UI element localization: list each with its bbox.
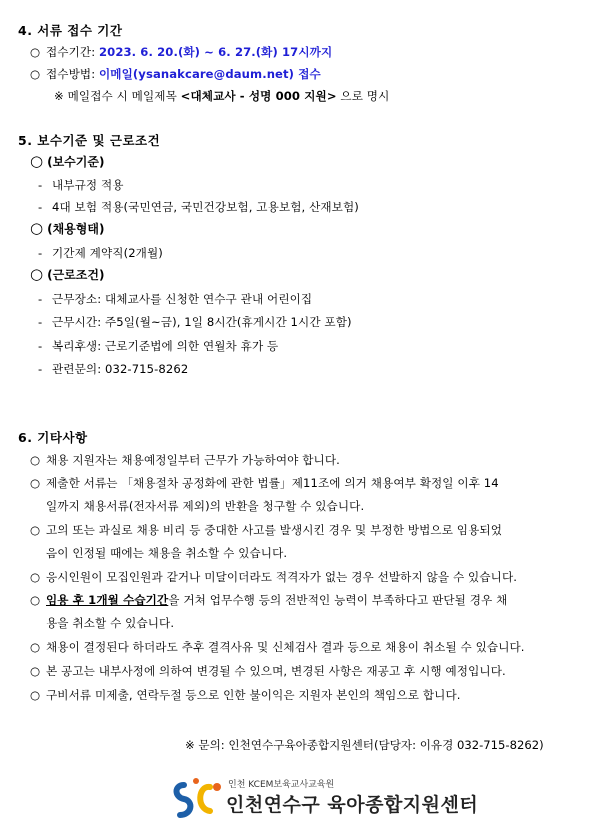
section-4-period: ○ 접수기간: 2023. 6. 20.(화) ~ 6. 27.(화) 17시까지 xyxy=(30,45,333,59)
pay-item: - 4대 보험 적용(국민연금, 국민건강보험, 고용보험, 산재보험) xyxy=(38,200,359,214)
work-item: - 근무시간: 주5일(월~금), 1일 8시간(휴게시간 1시간 포함) xyxy=(38,315,352,329)
section-5-title: 5. 보수기준 및 근로조건 xyxy=(18,133,161,148)
notice-item-cont: 일까지 채용서류(전자서류 제외)의 반환을 청구할 수 있습니다. xyxy=(46,499,365,513)
work-item: - 근무장소: 대체교사를 신청한 연수구 관내 어린이집 xyxy=(38,292,313,306)
logo-mark-icon xyxy=(170,775,224,823)
notice-item: ○ 고의 또는 과실로 채용 비리 등 중대한 사고를 발생시킨 경우 및 부정한 방법으로 임용되었 xyxy=(30,523,502,537)
section-6-title: 6. 기타사항 xyxy=(18,430,88,445)
section-4-note xyxy=(54,88,389,104)
notice-item: ○ 채용 지원자는 채용예정일부터 근무가 가능하여야 합니다. xyxy=(30,453,340,467)
center-logo xyxy=(170,775,479,825)
notice-item-cont: 음이 인정될 때에는 채용을 취소할 수 있습니다. xyxy=(46,546,288,560)
notice-item: ○ 본 공고는 내부사정에 의하여 변경될 수 있으며, 변경된 사항은 재공고 후 시행 예정입니다. xyxy=(30,664,506,678)
logo-subtitle: 인천 KCEM보육교사교육원 xyxy=(228,780,335,790)
notice-item-cont: 용을 취소할 수 있습니다. xyxy=(46,616,175,630)
employment-heading: ○ (채용형태) xyxy=(30,219,105,237)
note-bold: <대체교사 - 성명 000 지원> xyxy=(180,89,337,103)
notice-item: ○ 제출한 서류는 「채용절차 공정화에 관한 법률」제11조에 의거 채용여부 확정일 이후 14 xyxy=(30,476,499,490)
pay-heading: ○ (보수기준) xyxy=(30,152,105,170)
note-prefix: ※ 메일접수 시 메일제목 xyxy=(54,89,181,103)
work-heading: ○ (근로조건) xyxy=(30,265,105,283)
notice-item: ○ 응시인원이 모집인원과 같거나 미달이더라도 적격자가 없는 경우 선발하지 않을 수 있습니다. xyxy=(30,570,518,584)
notice-item: ○ 채용이 결정된다 하더라도 추후 결격사유 및 신체검사 결과 등으로 채용이 취소될 수 있습니다. xyxy=(30,640,525,654)
method-value: 이메일(ysanakcare@daum.net) 접수 xyxy=(99,67,321,81)
logo-title: 인천연수구 육아종합지원센터 xyxy=(226,794,479,816)
work-item: - 복리후생: 근로기준법에 의한 연월차 휴가 등 xyxy=(38,339,279,353)
work-item: - 관련문의: 032-715-8262 xyxy=(38,362,189,376)
employment-item: - 기간제 계약직(2개월) xyxy=(38,246,163,260)
pay-item: - 내부규정 적용 xyxy=(38,178,124,192)
method-label: 접수방법: xyxy=(46,67,99,81)
probation-bold: 임용 후 1개월 수습기간 xyxy=(46,593,169,607)
period-label: 접수기간: xyxy=(46,45,99,59)
footer-contact: ※ 문의: 인천연수구육아종합지원센터(담당자: 이유경 032-715-8262) xyxy=(185,738,544,752)
note-suffix: 으로 명시 xyxy=(336,89,390,103)
section-4-title: 4. 서류 접수 기간 xyxy=(18,23,123,38)
notice-item: ○ 임용 후 1개월 수습기간을 거쳐 업무수행 등의 전반적인 능력이 부족하다고 판단될 경우 채 xyxy=(30,593,508,607)
period-value: 2023. 6. 20.(화) ~ 6. 27.(화) 17시까지 xyxy=(99,45,333,59)
notice-item: ○ 구비서류 미제출, 연락두절 등으로 인한 불이익은 지원자 본인의 책임으로 합니다. xyxy=(30,688,461,702)
section-4-method: ○ 접수방법: 이메일(ysanakcare@daum.net) 접수 xyxy=(30,67,321,81)
